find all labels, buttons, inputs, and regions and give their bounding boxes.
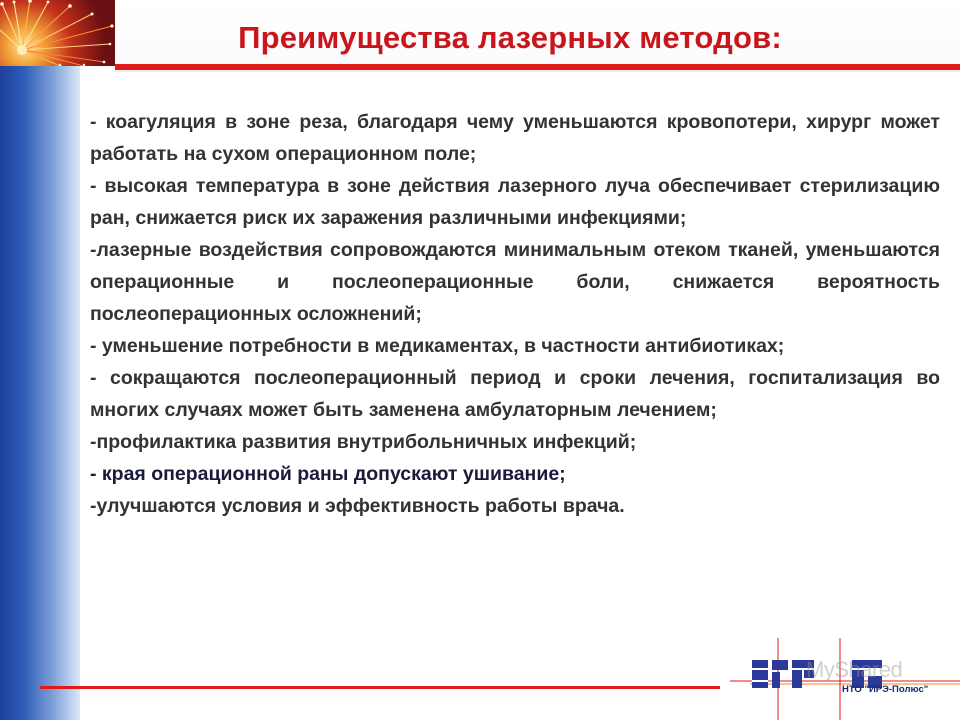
list-item: - сокращаются послеоперационный период и сроки лечения, госпитализация во многих случаях может быть заменена амбулаторным лечением; (90, 367, 940, 421)
myshared-watermark: MyShared (806, 657, 903, 682)
bottom-red-line (40, 686, 720, 689)
company-caption: НТО "ИРЭ-Полюс" (842, 684, 929, 695)
title-underline-shadow (115, 70, 960, 72)
list-item: -профилактика развития внутрибольничных инфекций; (90, 431, 637, 453)
list-item: - высокая температура в зоне действия лазерного луча обеспечивает стерилизацию ран, снижается риск их заражения различными инфекциями; (90, 175, 940, 229)
list-item: -лазерные воздействия сопровождаются минимальным отеком тканей, уменьшаются операционные и послеоперационные боли, снижается вероятность послеоперационных осложнений; (90, 239, 940, 325)
left-gradient-band (0, 64, 80, 720)
list-item: - коагуляция в зоне реза, благодаря чему уменьшаются кровопотери, хирург может работать на сухом операционном поле; (90, 111, 940, 165)
fiber-optics-image (0, 0, 115, 66)
advantages-list (90, 106, 940, 522)
list-item: - уменьшение потребности в медикаментах, в частности антибиотиках; (90, 335, 785, 357)
list-item: -улучшаются условия и эффективность работы врача. (90, 495, 625, 517)
list-item: - края операционной раны допускают ушивание; (90, 463, 566, 485)
slide-title: Преимущества лазерных методов: (238, 20, 782, 55)
